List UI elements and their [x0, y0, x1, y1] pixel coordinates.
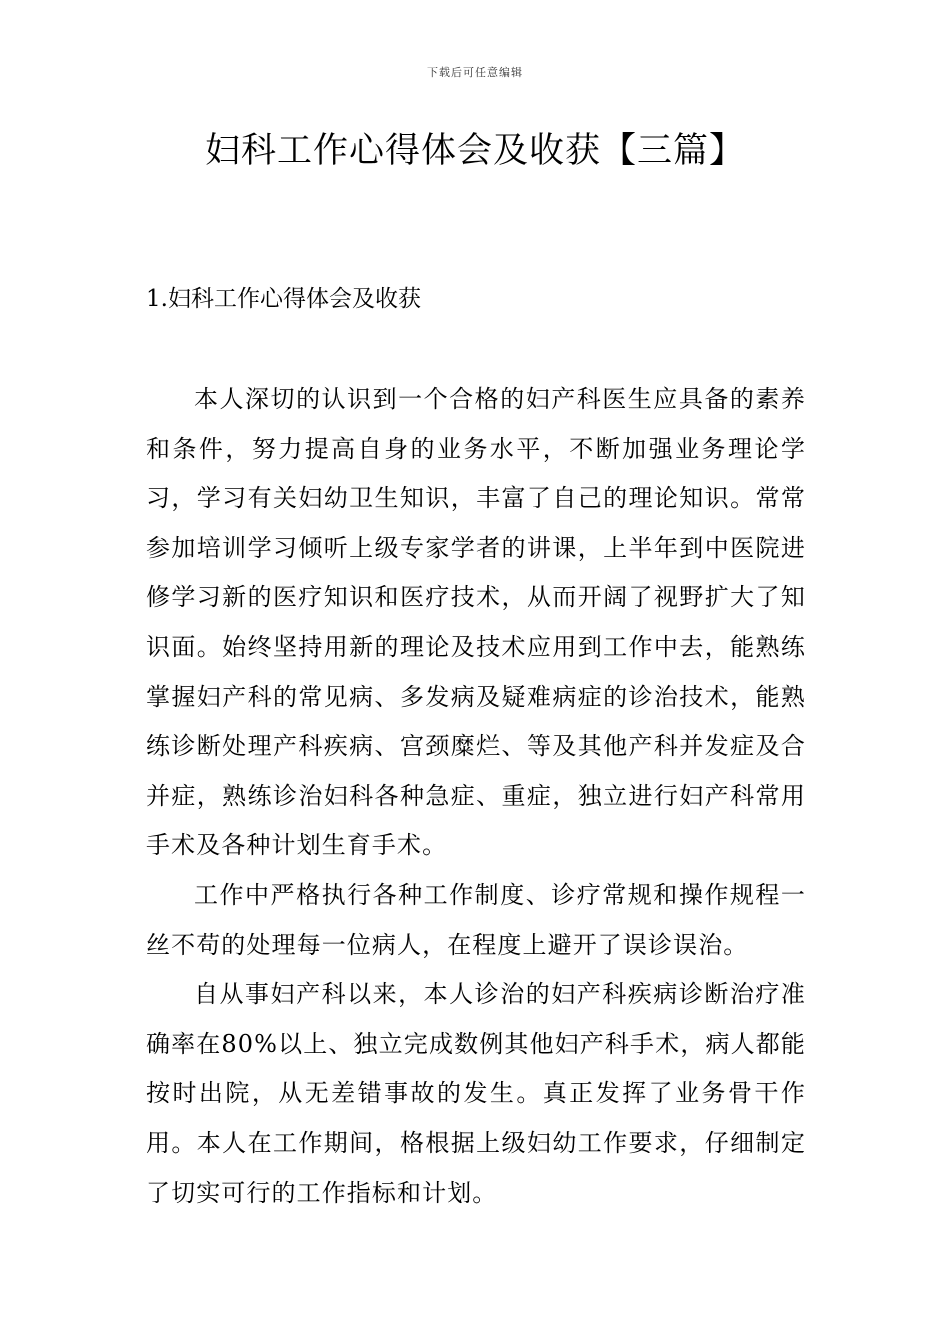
- document-title: 妇科工作心得体会及收获【三篇】: [204, 131, 745, 171]
- section-heading: 1.妇科工作心得体会及收获: [146, 286, 421, 312]
- paragraph-3: 自从事妇产科以来，本人诊治的妇产科疾病诊断治疗准确率在80%以上、独立完成数例其他妇产科手术，病人都能按时出院，从无差错事故的发生。真正发挥了业务骨干作用。本人在工作期间，格根据上级妇幼工作要求，仔细制定了切实可行的工作指标和计划。: [146, 980, 806, 1207]
- body-text: [146, 375, 806, 1218]
- header-note: 下载后可任意编辑: [427, 66, 523, 79]
- paragraph-2: 工作中严格执行各种工作制度、诊疗常规和操作规程一丝不苟的处理每一位病人，在程度上避开了误诊误治。: [146, 880, 806, 959]
- paragraph-1: 本人深切的认识到一个合格的妇产科医生应具备的素养和条件，努力提高自身的业务水平，不断加强业务理论学习，学习有关妇幼卫生知识，丰富了自己的理论知识。常常参加培训学习倾听上级专家学者的讲课，上半年到中医院进修学习新的医疗知识和医疗技术，从而开阔了视野扩大了知识面。始终坚持用新的理论及技术应用到工作中去，能熟练掌握妇产科的常见病、多发病及疑难病症的诊治技术，能熟练诊断处理产科疾病、宫颈糜烂、等及其他产科并发症及合并症，熟练诊治妇科各种急症、重症，独立进行妇产科常用手术及各种计划生育手术。: [146, 385, 806, 860]
